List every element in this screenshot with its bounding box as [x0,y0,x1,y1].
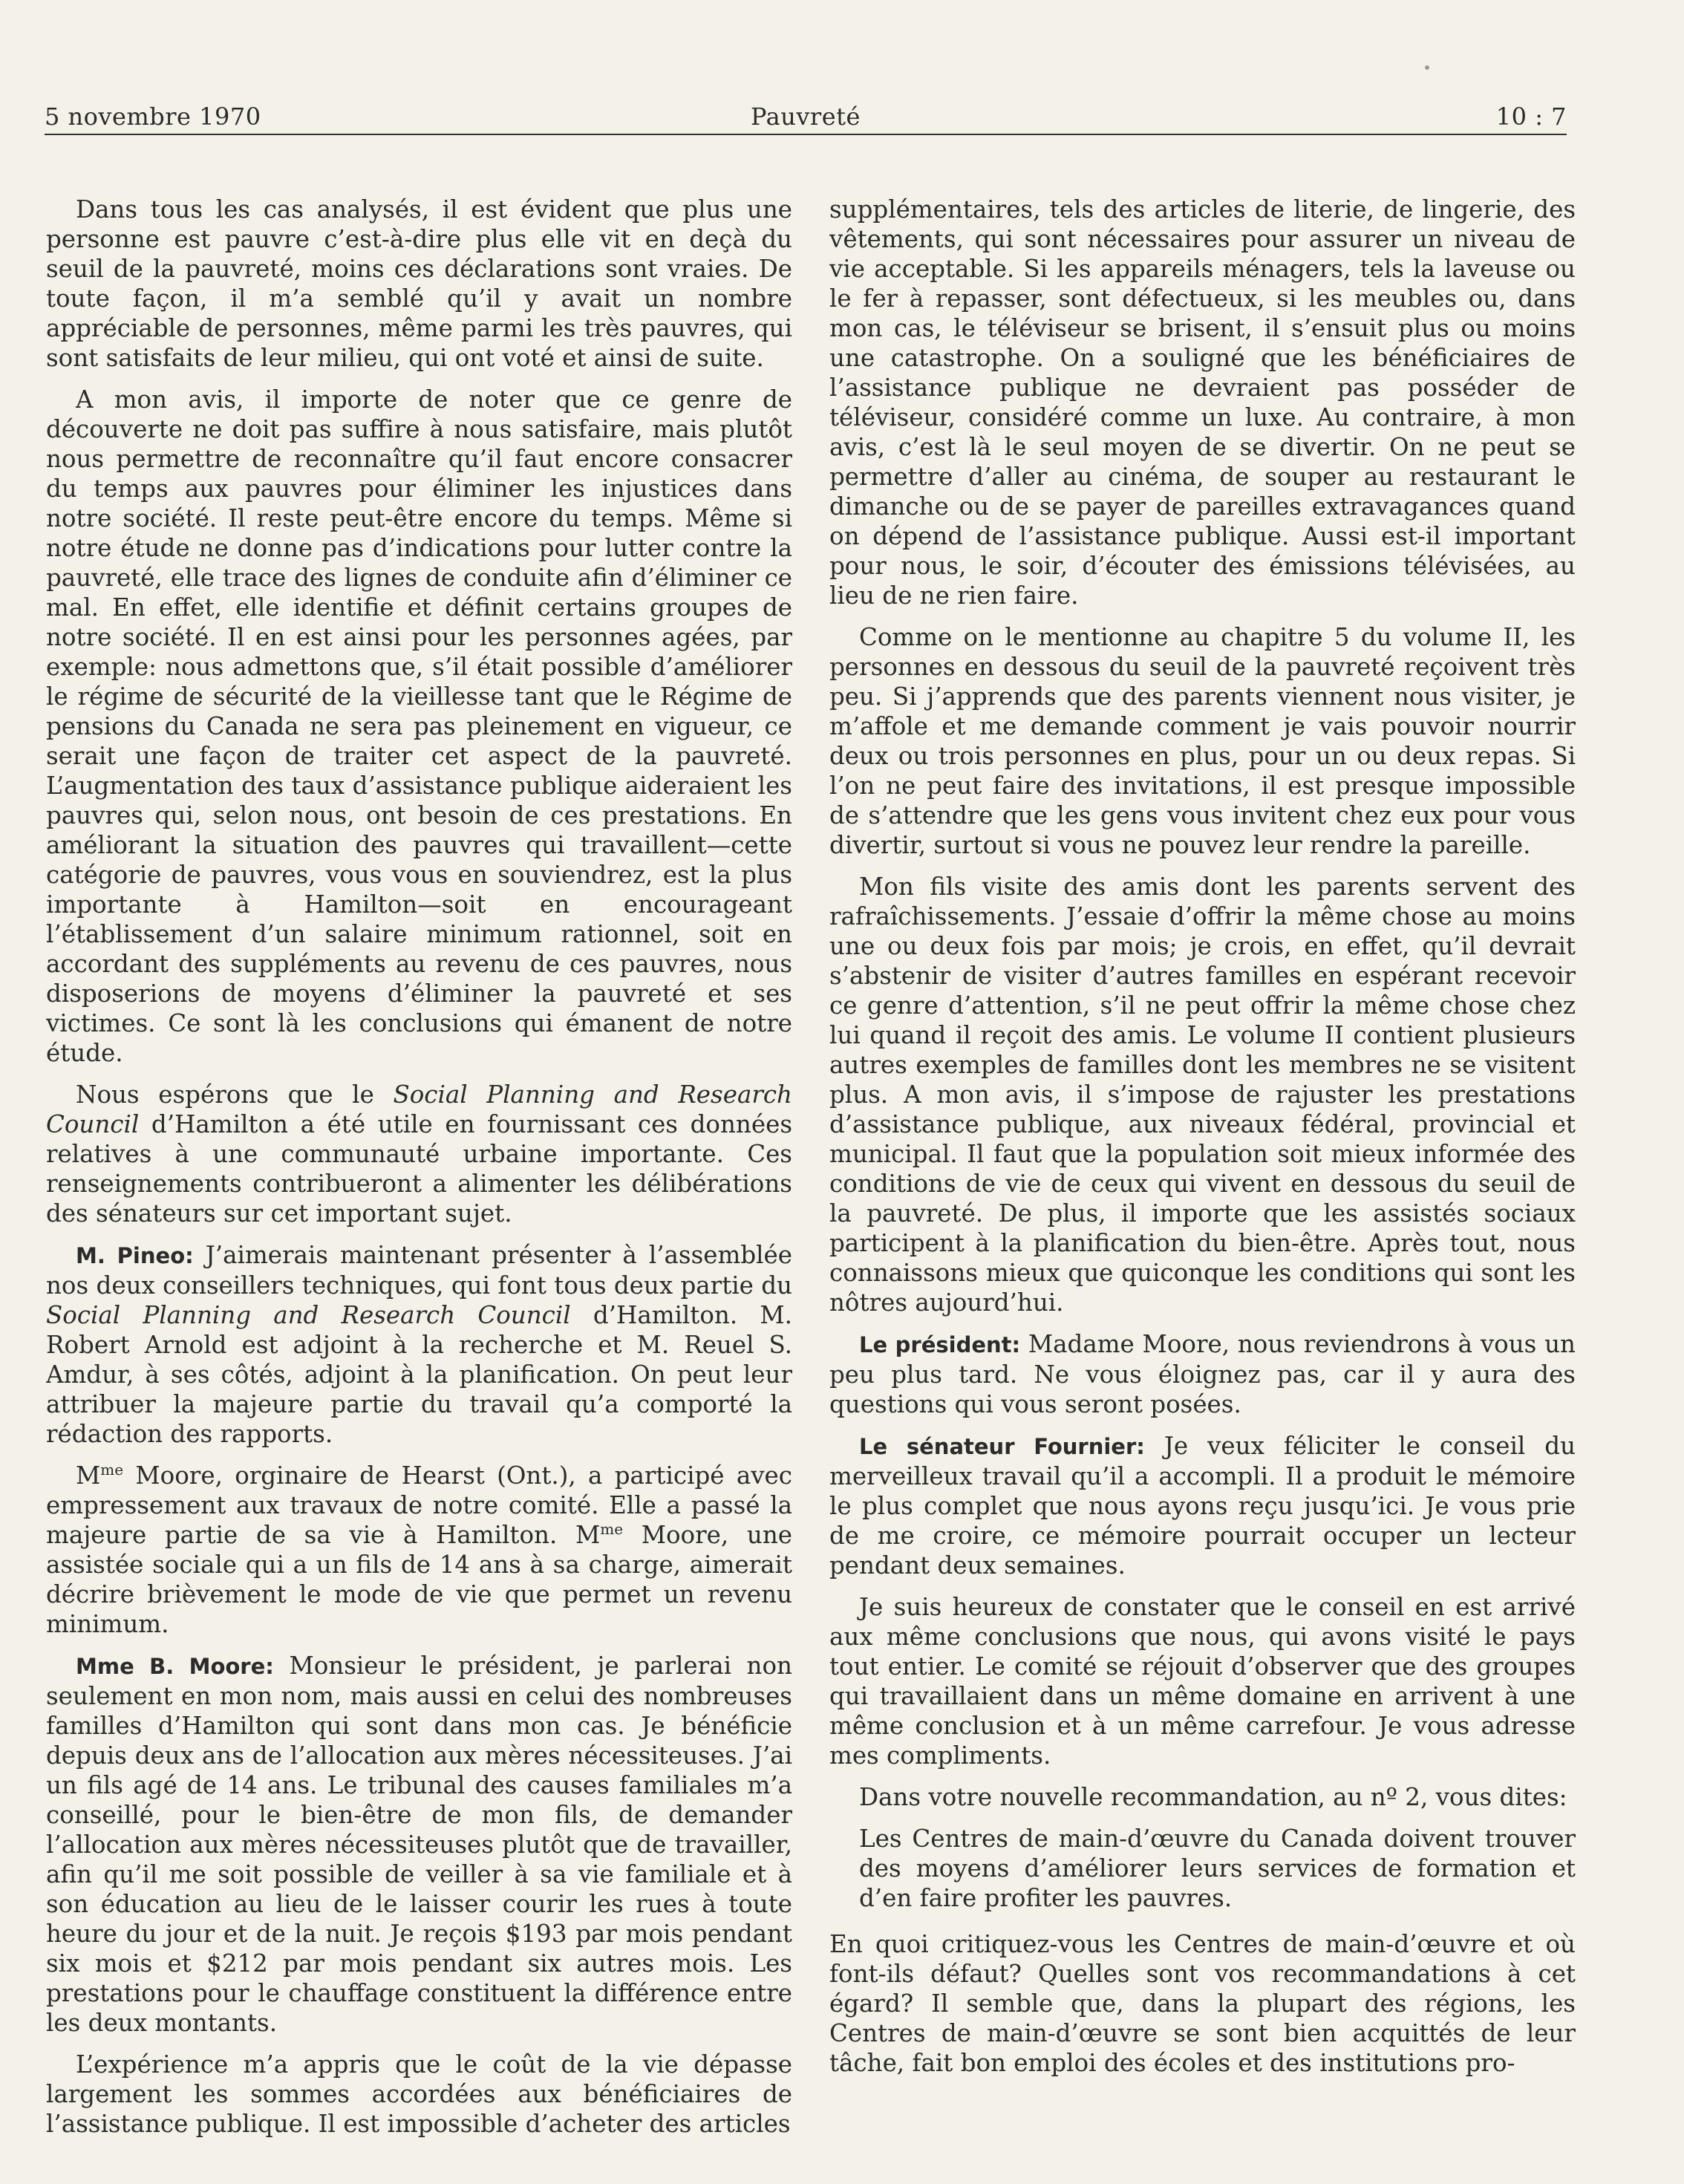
speaker-name: Le président: [859,1332,1021,1357]
italic-text: Social Planning and Research Council [46,1301,571,1329]
text: J’aimerais maintenant présenter à l’assemblée nos deux conseillers techniques, qui font tous deux partie du [46,1241,792,1300]
paragraph: Dans tous les cas analysés, il est évident que plus une personne est pauvre c’est-à-dire plus elle vit en deçà du seuil de la pauvreté, moins ces déclarations sont vraies. De toute façon, il m’a semblé qu’il y avait un nombre appréciable de personnes, même parmi les très pauvres, qui sont satisfaits de leur milieu, qui ont voté et ainsi de suite. [46,195,792,372]
text: Monsieur le président, je parlerai non seulement en mon nom, mais aussi en celui des nombreuses familles d’Hamilton qui sont dans mon cas. Je bénéficie depuis deux ans de l’allocation aux mères nécessiteuses. J’ai un fils agé de 14 ans. Le tribunal des causes familiales m’a conseillé, pour le bien-être de mon fils, de demander l’allocation aux mères nécessiteuses plutôt que de travailler, afin qu’il me soit possible de veiller à sa vie familiale et à son éducation au lieu de le laisser courir les rues à toute heure du jour et de la nuit. Je reçois $193 par mois pendant six mois et $212 par mois pendant six autres mois. Les prestations pour le chauffage constituent la différence entre les deux montants. [46,1652,792,2037]
paragraph: $M^{me}$ Moore, orginaire de Hearst (Ont.), a participé avec empressement aux travaux de notre comité. Elle a passé la majeure partie de sa vie à Hamilton. $M^{me}$ Moore, une assistée sociale qui a un fils de 14 ans à sa charge, aimerait décrire brièvement le mode de vie que permet un revenu minimum. [46,1461,792,1638]
speaker-name: Le sénateur Fournier: [859,1434,1145,1459]
text: d’Hamilton a été utile en fournissant ces données relatives à une communauté urbaine importante. Ces renseignements contribueront a alimenter les délibérations des sénateurs sur cet important sujet. [46,1110,792,1228]
paragraph: L’expérience m’a appris que le coût de la vie dépasse largement les sommes accordées aux bénéficiaires de l’assistance publique. Il est impossible d’acheter des articles [46,2050,792,2138]
superscript: me [600,1520,624,1539]
running-header [45,102,1567,135]
header-page-number: 10 : 7 [1495,102,1567,131]
paragraph [829,1329,1576,1419]
paragraph: Mon fils visite des amis dont les parents servent des rafraîchissements. J’essaie d’offrir la même chose au moins une ou deux fois par mois; je crois, en effet, qu’il devrait s’abstenir de visiter d’autres familles en espérant recevoir ce genre d’attention, s’il ne peut offrir la même chose chez lui quand il reçoit des amis. Le volume II contient plusieurs autres exemples de familles dont les membres ne se visitent plus. A mon avis, il s’impose de rajuster les prestations d’assistance publique, aux niveaux fédéral, provincial et municipal. Il faut que la population soit mieux informée des conditions de vie de ceux qui vivent en dessous du seuil de la pauvreté. De plus, il importe que les assistés sociaux participent à la planification du bien-être. Après tout, nous connaissons mieux que quiconque les conditions qui sont les nôtres aujourd’hui. [829,873,1576,1317]
text: Moore, orginaire de Hearst (Ont.), a participé avec empressement aux travaux de notre comité. Elle a passé la majeure partie de sa vie à Hamilton. [46,1461,792,1549]
paragraph [46,1080,792,1228]
block-quote: Les Centres de main-d’œuvre du Canada doivent trouver des moyens d’améliorer leurs services de formation et d’en faire profiter les pauvres. [859,1825,1576,1912]
text: Je veux féliciter le conseil du merveilleux travail qu’il a accompli. Il a produit le mémoire le plus complet que nous ayons reçu jusqu’ici. Je vous prie de me croire, ce mémoire pourrait occuper un lecteur pendant deux semaines. [829,1432,1576,1580]
italic-text: Social Planning and Research Council [46,1080,792,1138]
speaker-name: M. Pineo: [76,1243,194,1268]
paragraph: A mon avis, il importe de noter que ce genre de découverte ne doit pas suffire à nous satisfaire, mais plutôt nous permettre de reconnaître qu’il faut encore consacrer du temps aux pauvres pour éliminer les injustices dans notre société. Il reste peut-être encore du temps. Même si notre étude ne donne pas d’indications pour lutter contre la pauvreté, elle trace des lignes de conduite afin d’éliminer ce mal. En effet, elle identifie et définit certains groupes de notre société. Il en est ainsi pour les personnes agées, par exemple: nous admettons que, s’il était possible d’améliorer le régime de sécurité de la vieillesse tant que le Régime de pensions du Canada ne sera pas pleinement en vigueur, ce serait une façon de traiter cet aspect de la pauvreté. L’augmentation des taux d’assistance publique aideraient les pauvres qui, selon nous, ont besoin de ces prestations. En améliorant la situation des pauvres qui travaillent—cette catégorie de pauvres, vous vous en souviendrez, est la plus importante à Hamilton—soit en encourageant l’établissement d’un salaire minimum rationnel, soit en accordant des suppléments au revenu de ces pauvres, nous disposerions de moyens d’éliminer la pauvreté et ses victimes. Ce sont là les conclusions qui émanent de notre étude. [46,385,792,1067]
paragraph [46,1240,792,1449]
superscript: me [100,1461,124,1479]
paragraph: En quoi critiquez-vous les Centres de main-d’œuvre et où font-ils défaut? Quelles sont vos recommandations à cet égard? Il semble que, dans la plupart des régions, les Centres de main-d’œuvre se sont bien acquittés de leur tâche, fait bon emploi des écoles et des institutions pro- [829,1930,1576,2077]
text: d’Hamilton. M. Robert Arnold est adjoint à la recherche et M. Reuel S. Amdur, à ses côtés, adjoint à la planification. On peut leur attribuer la majeure partie du travail qu’a comporté la rédaction des rapports. [46,1301,792,1448]
header-title: Pauvreté [751,102,861,131]
header-rule [45,134,1567,135]
text: Moore, une assistée sociale qui a un fils de 14 ans à sa charge, aimerait décrire brièvement le mode de vie que permet un revenu minimum. [46,1521,792,1638]
speaker-name: Mme B. Moore: [76,1654,274,1679]
paragraph [829,1431,1576,1580]
text: Nous espérons que le [76,1080,394,1109]
paragraph: supplémentaires, tels des articles de literie, de lingerie, des vêtements, qui sont nécessaires pour assurer un niveau de vie acceptable. Si les appareils ménagers, tels la laveuse ou le fer à repasser, sont défectueux, si les meubles ou, dans mon cas, le téléviseur se brisent, il s’ensuit plus ou moins une catastrophe. On a souligné que les bénéficiaires de l’assistance publique ne devraient pas posséder de téléviseur, considéré comme un luxe. Au contraire, à mon avis, c’est là le seul moyen de se divertir. On ne peut se permettre d’aller au cinéma, de souper au restaurant le dimanche ou de se payer de pareilles extravagances quand on dépend de l’assistance publique. Aussi est-il important pour nous, le soir, d’écouter des émissions télévisées, au lieu de ne rien faire. [829,195,1576,610]
paragraph: Je suis heureux de constater que le conseil en est arrivé aux même conclusions que nous, qui avons visité le pays tout entier. Le comité se réjouit d’observer que des groupes qui travaillaient dans un même domaine en arrivent à une même conclusion et à un même carrefour. Je vous adresse mes compliments. [829,1593,1576,1770]
header-date: 5 novembre 1970 [45,102,261,131]
paragraph [46,1651,792,2038]
text: Madame Moore, nous reviendrons à vous un peu plus tard. Ne vous éloignez pas, car il y aura des questions qui vous seront posées. [829,1330,1576,1418]
speck [1425,65,1429,70]
right-column [829,195,1576,2155]
paragraph: Dans votre nouvelle recommandation, au nº 2, vous dites: [859,1783,1567,1811]
paragraph: Comme on le mentionne au chapitre 5 du volume II, les personnes en dessous du seuil de la pauvreté reçoivent très peu. Si j’apprends que des parents viennent nous visiter, je m’affole et me demande comment je vais pouvoir nourrir deux ou trois personnes en plus, pour un ou deux repas. Si l’on ne peut faire des invitations, il est presque impossible de s’attendre que les gens vous invitent chez eux pour vous divertir, surtout si vous ne pouvez leur rendre la pareille. [829,623,1576,859]
left-column [46,195,792,2155]
